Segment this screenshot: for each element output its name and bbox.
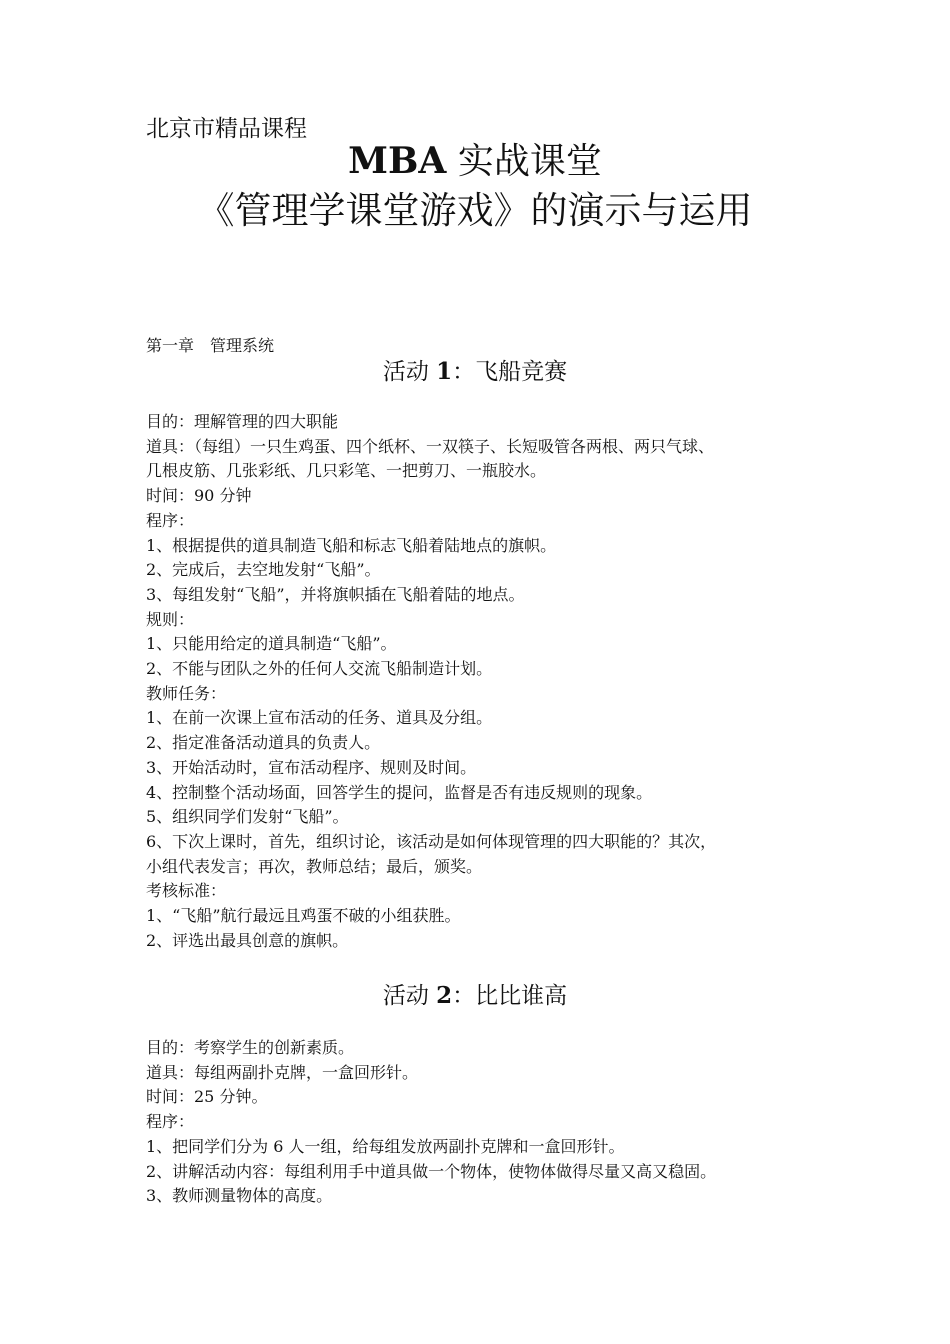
text-line: 2、完成后，去空地发射“飞船”。 [146, 560, 381, 580]
activity-1-title-number: 1 [436, 358, 453, 385]
text-line: 2、讲解活动内容：每组利用手中道具做一个物体，使物体做得尽量又高又稳固。 [146, 1161, 717, 1181]
text-line: 道具：（每组）一只生鸡蛋、四个纸杯、一双筷子、长短吸管各两根、两只气球、 [146, 436, 715, 456]
text-line: 教师任务： [146, 683, 227, 703]
text-line: 2、指定准备活动道具的负责人。 [146, 733, 381, 753]
text-line: 2、不能与团队之外的任何人交流飞船制造计划。 [146, 659, 493, 679]
activity-1-title-suffix: ：飞船竞赛 [452, 359, 568, 385]
text-line: 3、开始活动时，宣布活动程序、规则及时间。 [146, 757, 477, 777]
text-line: 2、评选出最具创意的旗帜。 [146, 930, 349, 950]
text-line: 3、每组发射“飞船”，并将旗帜插在飞船着陆的地点。 [146, 584, 525, 604]
text-line: 道具：每组两副扑克牌，一盒回形针。 [146, 1062, 419, 1082]
text-line: 1、根据提供的道具制造飞船和标志飞船着陆地点的旗帜。 [146, 535, 557, 555]
text-line: 3、教师测量物体的高度。 [146, 1186, 333, 1206]
activity-2-title-prefix: 活动 [382, 983, 437, 1009]
text-line: 时间：25 分钟。 [146, 1087, 268, 1107]
organization-label: 北京市精品课程 [146, 116, 307, 142]
text-line: 时间：90 分钟 [146, 486, 252, 506]
text-line: 小组代表发言；再次，教师总结；最后，颁奖。 [146, 856, 483, 876]
text-line: 考核标准： [146, 881, 227, 901]
activity-1-title [0, 353, 950, 386]
text-line: 1、在前一次课上宣布活动的任务、道具及分组。 [146, 708, 493, 728]
page-subtitle: 《管理学课堂游戏》的演示与运用 [197, 189, 753, 232]
text-line: 目的：考察学生的创新素质。 [146, 1038, 355, 1057]
activity-2-title [0, 977, 950, 1010]
activity-2-title-number: 2 [436, 982, 453, 1009]
text-line: 5、组织同学们发射“飞船”。 [146, 807, 349, 827]
activity-2-body [146, 1036, 716, 1209]
text-line: 几根皮筋、几张彩纸、几只彩笔、一把剪刀、一瓶胶水。 [146, 461, 547, 481]
chapter-heading: 第一章 管理系统 [146, 336, 275, 355]
page-title [0, 133, 950, 184]
page-title-rest: 实战课堂 [446, 141, 602, 182]
text-line: 1、只能用给定的道具制造“飞船”。 [146, 634, 397, 654]
activity-1-title-prefix: 活动 [382, 359, 437, 385]
activity-1-body [146, 410, 716, 953]
text-line: 1、“飞船”航行最远且鸡蛋不破的小组获胜。 [146, 906, 461, 926]
activity-2-title-suffix: ：比比谁高 [452, 983, 568, 1009]
text-line: 目的：理解管理的四大职能 [146, 412, 339, 431]
text-line: 6、下次上课时，首先，组织讨论，该活动是如何体现管理的四大职能的？其次， [146, 831, 717, 851]
text-line: 4、控制整个活动场面，回答学生的提问，监督是否有违反规则的现象。 [146, 782, 653, 802]
text-line: 程序： [146, 510, 195, 530]
text-line: 1、把同学们分为 6 人一组，给每组发放两副扑克牌和一盒回形针。 [146, 1136, 625, 1156]
text-line: 程序： [146, 1112, 195, 1132]
page-title-bold: MBA [348, 140, 447, 182]
text-line: 规则： [146, 609, 195, 629]
